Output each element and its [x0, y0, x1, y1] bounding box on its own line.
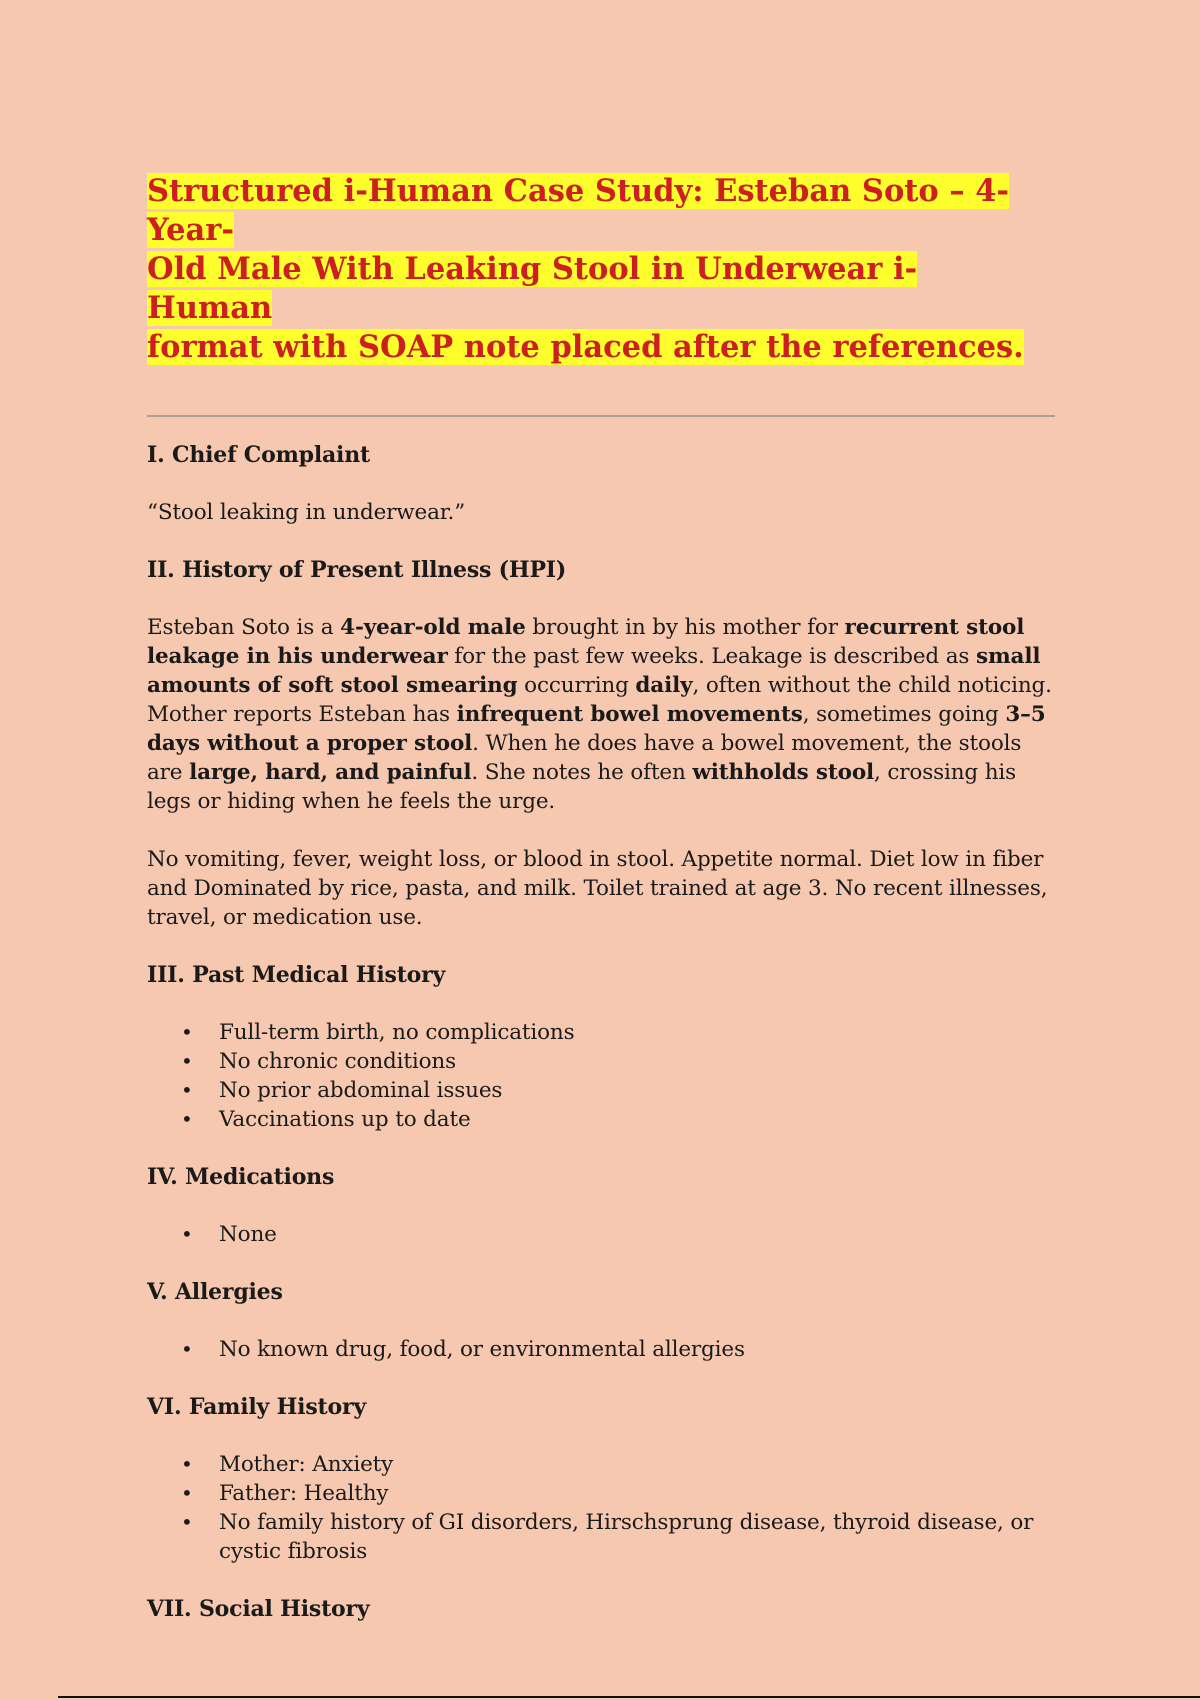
- allergies-heading: V. Allergies: [147, 1279, 283, 1305]
- medications-heading: IV. Medications: [147, 1164, 335, 1190]
- page-bottom-rule: [58, 1696, 1200, 1698]
- family-history-heading: VI. Family History: [147, 1394, 366, 1420]
- allergies-list: [147, 1335, 1057, 1364]
- family-history-list: [147, 1450, 1057, 1566]
- list-item: • No known drug, food, or environmental allergies: [147, 1335, 1057, 1364]
- chief-complaint-text: “Stool leaking in underwear.”: [147, 500, 466, 525]
- hpi-heading: II. History of Present Illness (HPI): [147, 557, 567, 583]
- medications-list: [147, 1220, 1057, 1249]
- list-item: • Father: Healthy: [147, 1479, 1057, 1508]
- pmh-heading: III. Past Medical History: [147, 962, 446, 988]
- hpi-paragraph-2: No vomiting, fever, weight loss, or blood in stool. Appetite normal. Diet low in fiber and Dominated by rice, pasta, and milk. Toilet trained at age 3. No recent illnesses, travel, or medication use.: [147, 847, 1048, 930]
- list-item: • Vaccinations up to date: [147, 1105, 1057, 1134]
- chief-complaint-heading: I. Chief Complaint: [147, 442, 370, 468]
- hpi-paragraph-1: Esteban Soto is a 4-year-old male brought in by his mother for recurrent stool leakage in his underwear for the past few weeks. Leakage is described as small amounts of soft stool smearing occurring daily, often without the child noticing. Mother reports Esteban has infrequent bowel movements, sometimes going 3–5 days without a proper stool. When he does have a bowel movement, the stools are large, hard, and painful. She notes he often withholds stool, crossing his legs or hiding when he feels the urge.: [147, 615, 1052, 814]
- list-item: • No family history of GI disorders, Hirschsprung disease, thyroid disease, or cystic fibrosis: [147, 1508, 1057, 1566]
- divider: [147, 415, 1055, 417]
- list-item: • No prior abdominal issues: [147, 1076, 1057, 1105]
- title-line-2: Old Male With Leaking Stool in Underwear i- Human: [147, 251, 918, 326]
- pmh-list: [147, 1018, 1057, 1134]
- document-page: [147, 172, 1057, 1624]
- document-title: [147, 172, 1027, 367]
- title-line-1: Structured i-Human Case Study: Esteban Soto – 4- Year-: [147, 173, 1010, 248]
- list-item: • None: [147, 1220, 1057, 1249]
- list-item: • Mother: Anxiety: [147, 1450, 1057, 1479]
- title-line-3: format with SOAP note placed after the references.: [147, 329, 1024, 365]
- list-item: • No chronic conditions: [147, 1047, 1057, 1076]
- list-item: • Full-term birth, no complications: [147, 1018, 1057, 1047]
- social-history-heading: VII. Social History: [147, 1596, 370, 1622]
